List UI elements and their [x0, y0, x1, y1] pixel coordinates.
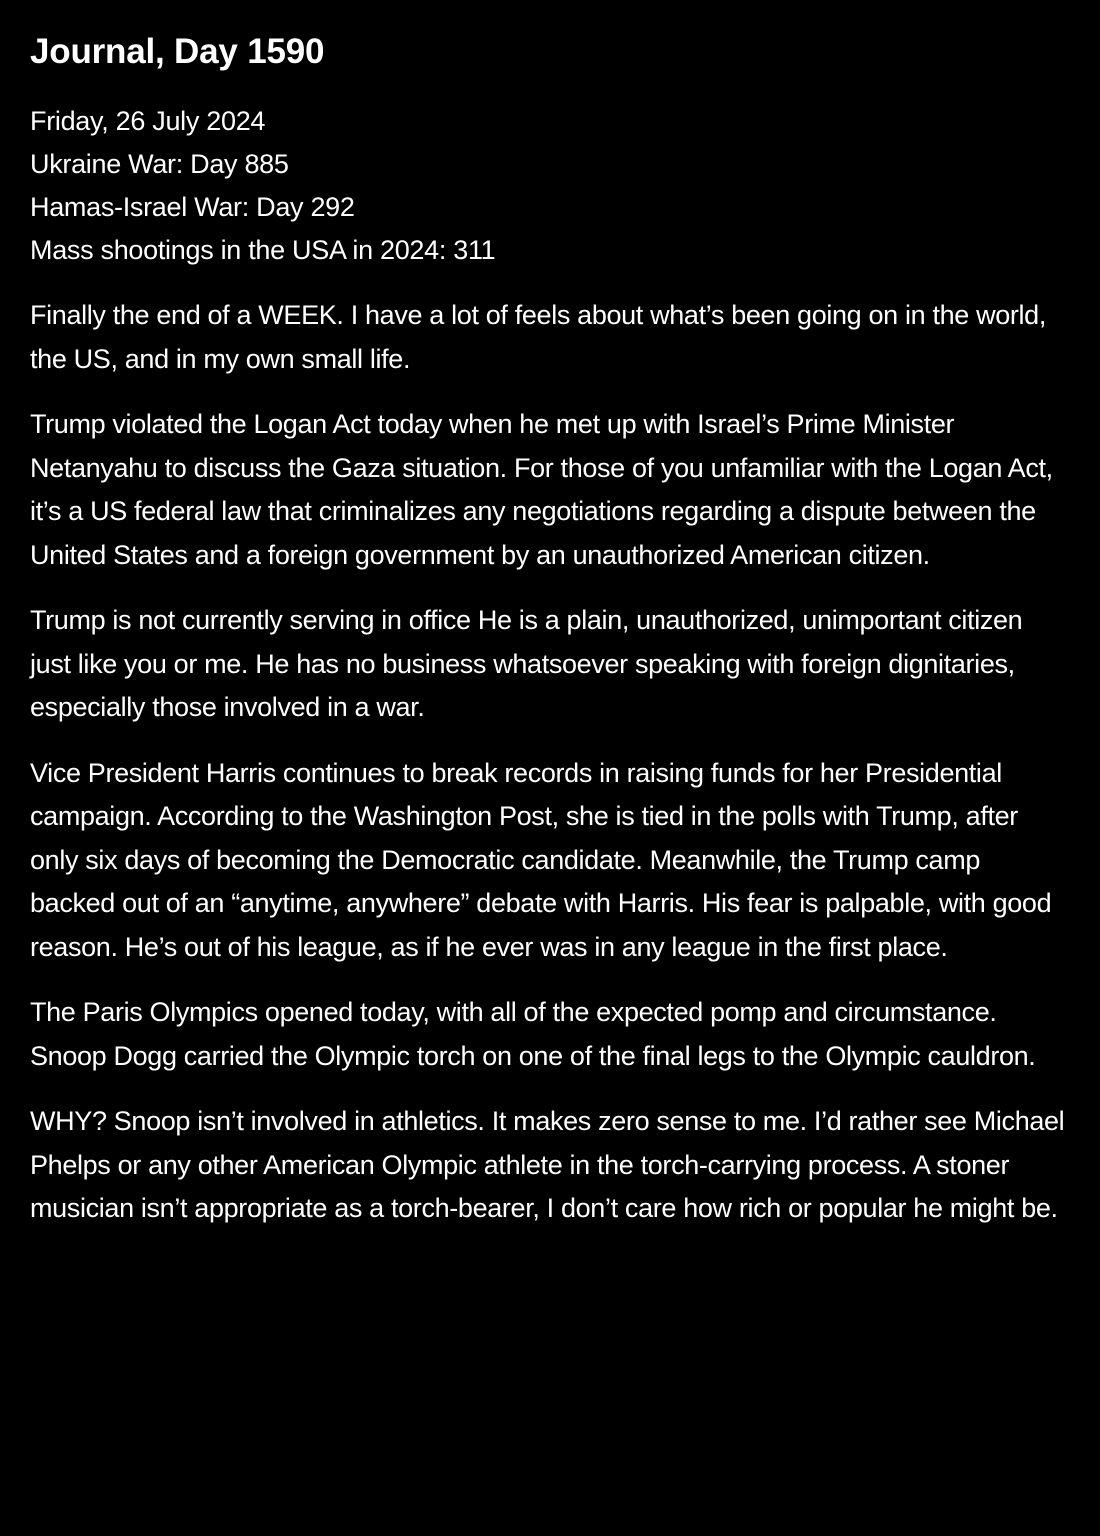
paragraph-logan-act: Trump violated the Logan Act today when he met up with Israel’s Prime Minister Netanyahu to discuss the Gaza situation. For those of you unfamiliar with the Logan Act, it’s a US federal law that criminalizes any negotiations regarding a dispute between the United States and a foreign government by an unauthorized American citizen. — [30, 409, 1053, 570]
ukraine-war-counter: Ukraine War: Day 885 — [30, 149, 289, 179]
entry-date: Friday, 26 July 2024 — [30, 106, 266, 136]
journal-meta — [30, 100, 1070, 272]
hamas-israel-war-counter: Hamas-Israel War: Day 292 — [30, 192, 355, 222]
paragraph-paris-olympics: The Paris Olympics opened today, with all of the expected pomp and circumstance. Snoop Dogg carried the Olympic torch on one of the final legs to the Olympic cauldron. — [30, 997, 1036, 1071]
paragraph-harris-campaign: Vice President Harris continues to break records in raising funds for her Presidential campaign. According to the Washington Post, she is tied in the polls with Trump, after only six days of becoming the Democratic candidate. Meanwhile, the Trump camp backed out of an “anytime, anywhere” debate with Harris. His fear is palpable, with good reason. He’s out of his league, as if he ever was in any league in the first place. — [30, 757, 1052, 962]
paragraph-torch-bearer: WHY? Snoop isn’t involved in athletics. It makes zero sense to me. I’d rather see Michael Phelps or any other American Olympic athlete in the torch-carrying process. A stoner musician isn’t appropriate as a torch-bearer, I don’t care how rich or popular he might be. — [30, 1106, 1065, 1223]
paragraph-week-end: Finally the end of a WEEK. I have a lot of feels about what’s been going on in the world, the US, and in my own small life. — [30, 300, 1046, 374]
journal-body — [30, 294, 1070, 1231]
paragraph-not-in-office: Trump is not currently serving in office He is a plain, unauthorized, unimportant citizen just like you or me. He has no business whatsoever speaking with foreign dignitaries, especially those involved in a war. — [30, 605, 1023, 722]
journal-title: Journal, Day 1590 — [30, 32, 325, 71]
mass-shootings-counter: Mass shootings in the USA in 2024: 311 — [30, 235, 496, 265]
